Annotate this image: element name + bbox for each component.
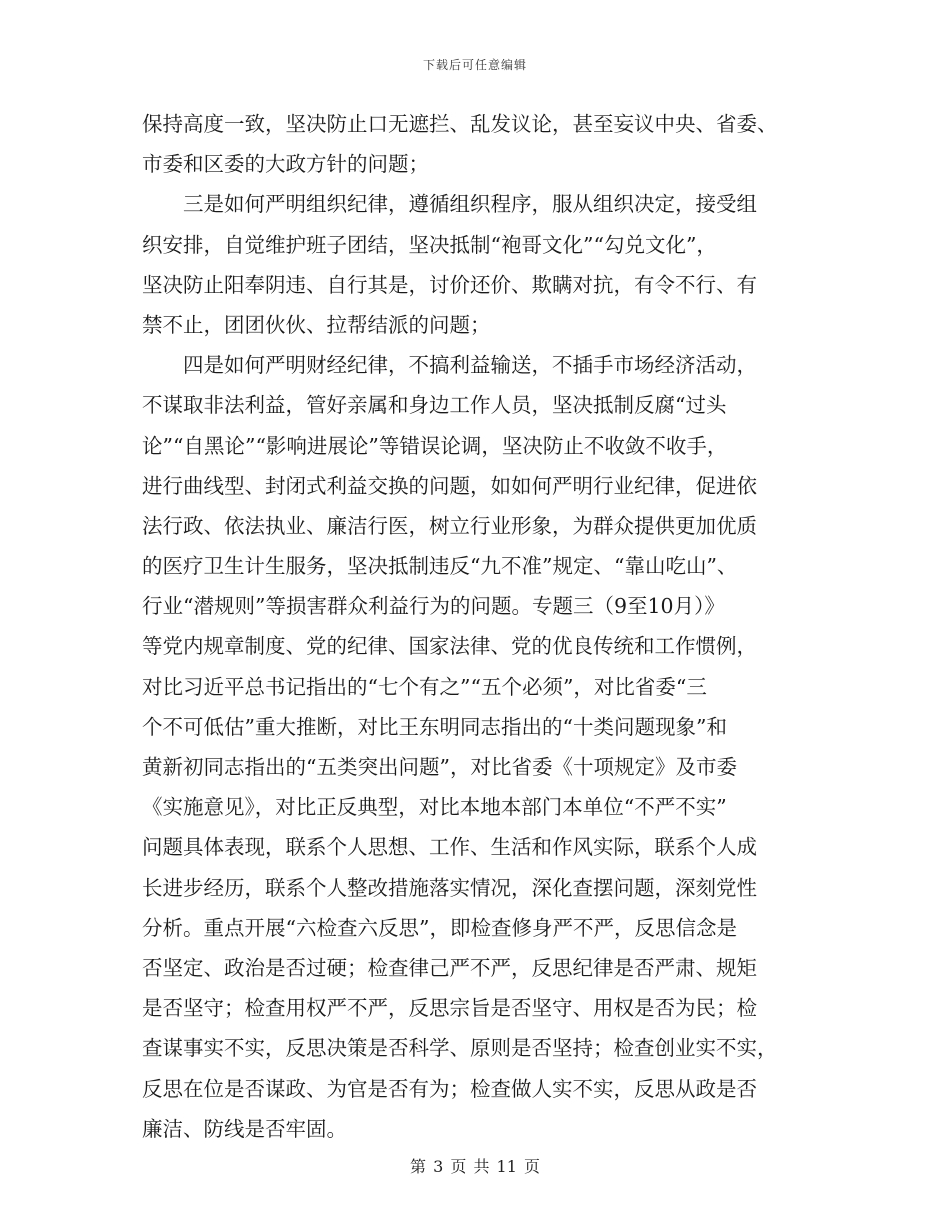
text-line: 四是如何严明财经纪律，不搞利益输送，不插手市场经济活动， bbox=[142, 353, 757, 378]
text-line: 对比习近平总书记指出的“七个有之”“五个必须”，对比省委“三 bbox=[142, 674, 707, 699]
text-line: 保持高度一致，坚决防止口无遮拦、乱发议论，甚至妄议中央、省委、 bbox=[142, 112, 778, 136]
text-line: 三是如何严明组织纪律，遵循组织程序，服从组织决定，接受组 bbox=[142, 192, 757, 217]
text-line: 不谋取非法利益，管好亲属和身边工作人员，坚决抵制反腐“过头 bbox=[142, 393, 727, 418]
text-line: 是否坚守；检查用权严不严，反思宗旨是否坚守、用权是否为民；检 bbox=[142, 996, 757, 1021]
text-line: 禁不止，团团伙伙、拉帮结派的问题； bbox=[142, 312, 491, 337]
text-line: 长进步经历，联系个人整改措施落实情况，深化查摆问题，深刻党性 bbox=[142, 875, 757, 900]
text-line: 进行曲线型、封闭式利益交换的问题，如如何严明行业纪律，促进依 bbox=[142, 473, 757, 498]
text-line: 法行政、依法执业、廉洁行医，树立行业形象，为群众提供更加优质 bbox=[142, 513, 757, 538]
text-line: 论”“自黑论”“影响进展论”等错误论调，坚决防止不收敛不收手， bbox=[142, 433, 728, 458]
text-line: 问题具体表现，联系个人思想、工作、生活和作风实际，联系个人成 bbox=[142, 835, 757, 860]
text-line: 《实施意见》，对比正反典型，对比本地本部门本单位“不严不实” bbox=[142, 795, 727, 820]
text-line: 个不可低估”重大推断，对比王东明同志指出的“十类问题现象”和 bbox=[142, 714, 727, 739]
text-line: 市委和区委的大政方针的问题； bbox=[142, 152, 429, 177]
text-line: 查谋事实不实，反思决策是否科学、原则是否坚持；检查创业实不实， bbox=[142, 1036, 778, 1061]
text-line: 分析。重点开展“六检查六反思”，即检查修身严不严，反思信念是 bbox=[142, 915, 737, 940]
page-footer: 第 3 页 共 11 页 bbox=[410, 1157, 540, 1176]
page-header: 下载后可任意编辑 bbox=[422, 58, 527, 72]
text-line: 黄新初同志指出的“五类突出问题”，对比省委《十项规定》及市委 bbox=[142, 755, 737, 779]
text-line: 否坚定、政治是否过硬；检查律己严不严，反思纪律是否严肃、规矩 bbox=[142, 955, 757, 980]
text-line: 等党内规章制度、党的纪律、国家法律、党的优良传统和工作惯例， bbox=[142, 634, 757, 659]
text-line: 反思在位是否谋政、为官是否有为；检查做人实不实，反思从政是否 bbox=[142, 1076, 757, 1101]
text-line: 廉洁、防线是否牢固。 bbox=[142, 1116, 347, 1141]
text-line: 行业“潜规则”等损害群众利益行为的问题。专题三（9至10月）》 bbox=[142, 594, 725, 619]
document-body bbox=[142, 104, 806, 1149]
text-line: 的医疗卫生计生服务，坚决抵制违反“九不准”规定、“靠山吃山”、 bbox=[142, 554, 738, 579]
text-line: 坚决防止阳奉阴违、自行其是，讨价还价、欺瞒对抗，有令不行、有 bbox=[142, 272, 757, 297]
text-line: 织安排，自觉维护班子团结，坚决抵制“袍哥文化”“勾兑文化”， bbox=[142, 232, 717, 257]
